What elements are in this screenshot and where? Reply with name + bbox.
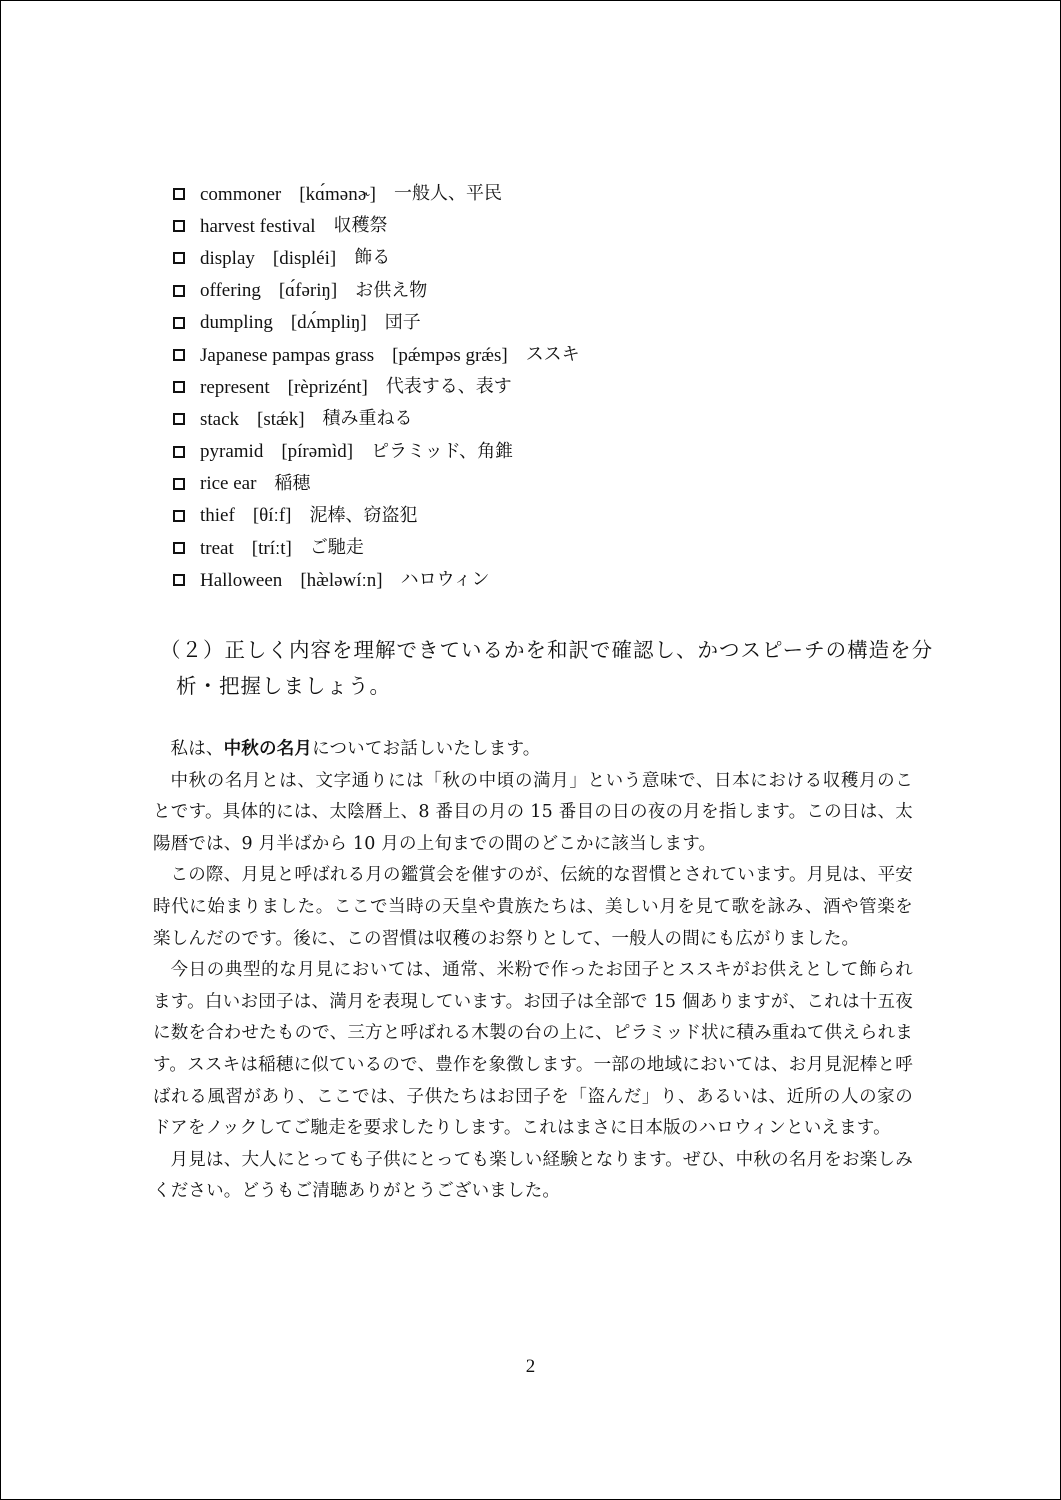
translation-paragraph (153, 734, 913, 766)
page-number: 2 (525, 1356, 536, 1377)
translation-paragraph: 中秋の名月とは、文字通りには「秋の中頃の満月」という意味で、日本における収穫月のことです。具体的には、太陰暦上、8 番目の月の 15 番目の日の夜の月を指します。この日は、太陽暦では、9 月半ばから 10 月の上旬までの間のどこかに該当します。 (153, 770, 913, 854)
vocab-item (173, 371, 580, 403)
vocab-item (173, 242, 580, 274)
vocab-ipa: [ɑ́fəriŋ] (278, 280, 338, 302)
vocab-item (173, 500, 580, 532)
vocab-meaning: 積み重ねる (322, 408, 413, 430)
vocab-item (173, 339, 580, 371)
checkbox-icon[interactable] (173, 252, 185, 264)
vocab-ipa: [dʌ́mpliŋ] (290, 312, 367, 334)
vocab-item (173, 403, 580, 435)
vocab-meaning: ハロウィン (400, 569, 490, 591)
checkbox-icon[interactable] (173, 317, 185, 329)
vocab-ipa: [pírəmìd] (281, 441, 354, 463)
paragraph-text: 私は、 (170, 739, 224, 759)
translation-paragraph: 月見は、大人にとっても子供にとっても楽しい経験となります。ぜひ、中秋の名月をお楽しみください。どうもご清聴ありがとうございました。 (153, 1149, 913, 1202)
vocab-meaning: 収穫祭 (333, 215, 388, 237)
vocab-meaning: 稲穂 (274, 472, 311, 494)
vocab-word: offering (200, 280, 261, 302)
vocab-meaning: ピラミッド、角錐 (371, 440, 514, 462)
keyword-highlight: 中秋の名月 (223, 739, 313, 759)
vocab-item (173, 307, 580, 339)
checkbox-icon[interactable] (173, 381, 185, 393)
vocab-ipa: [kɑ́mənɚ] (299, 183, 376, 205)
checkbox-icon[interactable] (173, 478, 185, 490)
vocab-item (173, 275, 580, 307)
checkbox-icon[interactable] (173, 510, 185, 522)
vocab-item (173, 210, 580, 242)
checkbox-icon[interactable] (173, 413, 185, 425)
vocab-word: commoner (200, 183, 282, 205)
translation-body (153, 734, 913, 1208)
vocab-word: Halloween (200, 569, 283, 591)
section-heading (160, 632, 936, 704)
vocab-item (173, 564, 580, 596)
vocab-item (173, 178, 580, 210)
vocab-meaning: 泥棒、窃盗犯 (309, 504, 418, 526)
vocab-meaning: 一般人、平民 (393, 183, 502, 205)
vocab-meaning: お供え物 (355, 279, 428, 301)
vocab-meaning: 代表する、表す (385, 376, 512, 398)
checkbox-icon[interactable] (173, 349, 185, 361)
checkbox-icon[interactable] (173, 542, 185, 554)
vocab-ipa: [hæ̀ləwíːn] (300, 569, 383, 591)
vocab-meaning: ススキ (525, 344, 580, 366)
vocabulary-list (173, 178, 580, 596)
section-heading-text: 正しく内容を理解できているかを和訳で確認し、かつスピーチの構造を分析・把握しましょう。 (176, 638, 934, 698)
vocab-item (173, 468, 580, 500)
vocab-ipa: [pǽmpəs grǽs] (392, 344, 508, 366)
checkbox-icon[interactable] (173, 188, 185, 200)
vocab-meaning: 団子 (384, 311, 421, 333)
paragraph-text: についてお話しいたします。 (312, 739, 541, 759)
vocab-word: stack (200, 408, 240, 430)
vocab-item (173, 436, 580, 468)
checkbox-icon[interactable] (173, 446, 185, 458)
vocab-word: treat (200, 537, 234, 559)
vocab-ipa: [stǽk] (257, 408, 305, 430)
checkbox-icon[interactable] (173, 220, 185, 232)
vocab-word: dumpling (200, 312, 273, 334)
vocab-item (173, 532, 580, 564)
translation-paragraph: この際、月見と呼ばれる月の鑑賞会を催すのが、伝統的な習慣とされています。月見は、平安時代に始まりました。ここで当時の天皇や貴族たちは、美しい月を見て歌を詠み、酒や管楽を楽しんだのです。後に、この習慣は収穫のお祭りとして、一般人の間にも広がりました。 (153, 865, 913, 949)
section-number: （２） (160, 638, 225, 662)
vocab-word: rice ear (200, 473, 257, 495)
vocab-meaning: ご馳走 (309, 537, 364, 559)
vocab-word: Japanese pampas grass (200, 344, 375, 366)
vocab-ipa: [rèprizént] (287, 376, 368, 398)
translation-paragraph: 今日の典型的な月見においては、通常、米粉で作ったお団子とススキがお供えとして飾られます。白いお団子は、満月を表現しています。お団子は全部で 15 個ありますが、これは十五夜に数を合わせたもので、三方と呼ばれる木製の台の上に、ピラミッド状に積み重ねて供えられます。ススキは稲穂に似ているので、豊作を象徴します。一部の地域においては、お月見泥棒と呼ばれる風習があり、ここでは、子供たちはお団子を「盗んだ」り、あるいは、近所の人の家のドアをノックしてご馳走を要求したりします。これはまさに日本版のハロウィンといえます。 (153, 960, 913, 1139)
vocab-ipa: [tríːt] (251, 537, 292, 559)
vocab-meaning: 飾る (354, 247, 391, 269)
vocab-word: pyramid (200, 441, 264, 463)
checkbox-icon[interactable] (173, 285, 185, 297)
vocab-ipa: [θíːf] (252, 505, 292, 527)
vocab-word: harvest festival (200, 215, 316, 237)
vocab-ipa: [displéi] (272, 247, 337, 269)
vocab-word: display (200, 247, 255, 269)
vocab-word: represent (200, 376, 270, 398)
checkbox-icon[interactable] (173, 574, 185, 586)
vocab-word: thief (200, 505, 235, 527)
